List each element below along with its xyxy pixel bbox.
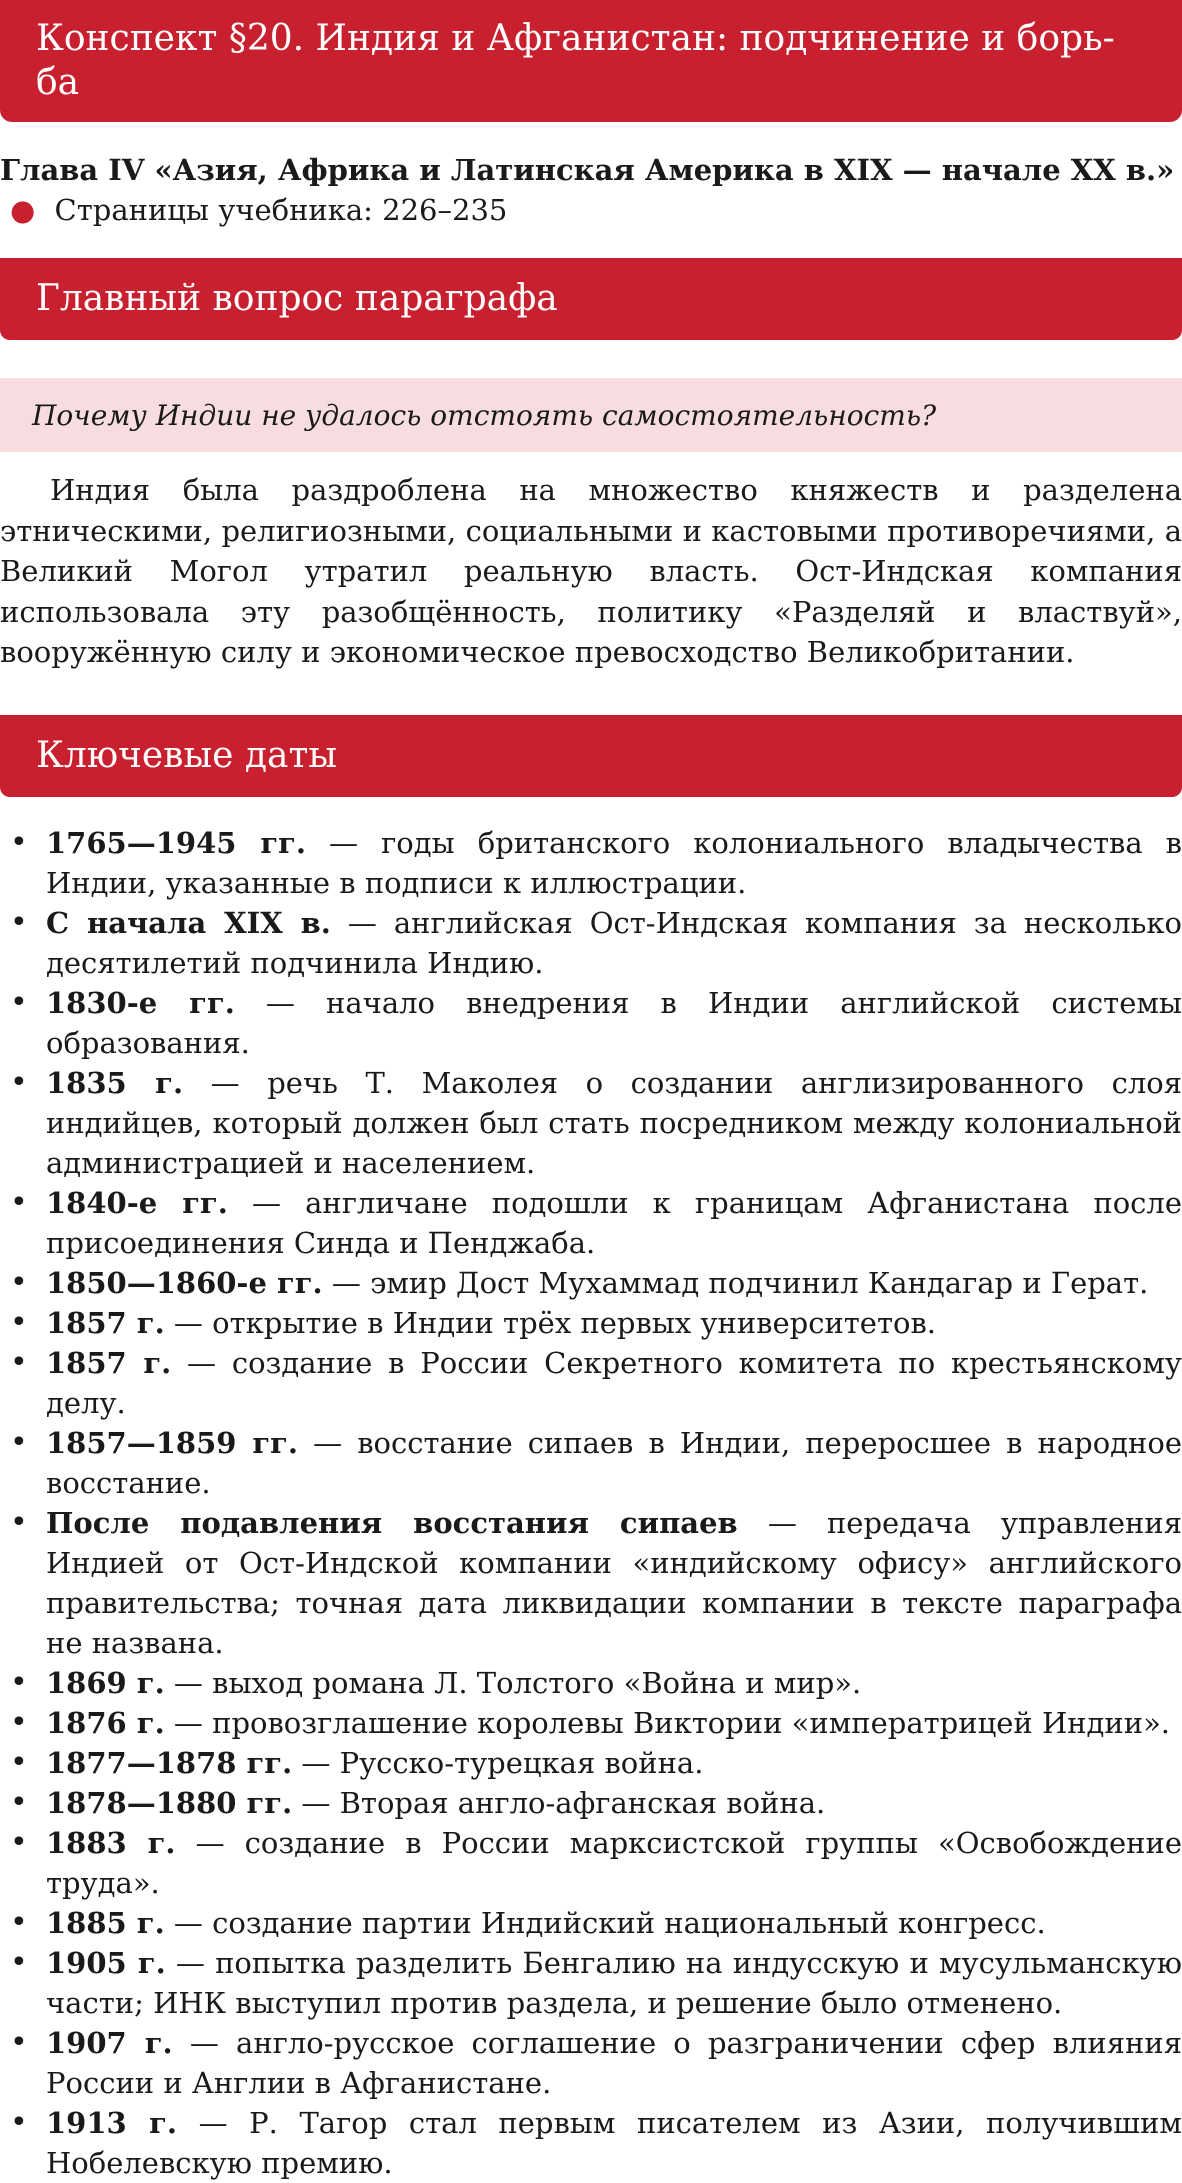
key-date-item [0, 2103, 1182, 2183]
key-date-description: — создание в России Секретного комитета по крестьянскому делу. [46, 1345, 1182, 1420]
key-date-description: — эмир Дост Мухаммад подчинил Кандагар и Герат. [322, 1265, 1149, 1300]
key-date-date: 1878—1880 гг. [46, 1785, 293, 1820]
key-dates-list [0, 823, 1182, 2183]
key-date-date: 1850—1860-е гг. [46, 1265, 323, 1300]
bullet-icon: • [10, 1344, 28, 1380]
bullet-icon: • [10, 1744, 28, 1780]
key-date-item [0, 1703, 1182, 1743]
key-date-item [0, 1743, 1182, 1783]
bullet-icon: • [10, 2024, 28, 2060]
key-date-date: 1913 г. [46, 2105, 178, 2140]
key-date-item [0, 1303, 1182, 1343]
key-date-description: — передача управления Индией от Ост-Индской компании «индийскому офису» английского правительства; точная дата ликвидации компании в тексте параграфа не названа. [46, 1505, 1182, 1660]
key-date-date: 1869 г. [46, 1665, 165, 1700]
bullet-icon: • [10, 1064, 28, 1100]
key-date-date: 1877—1878 гг. [46, 1745, 293, 1780]
key-date-date: После подавления восстания сипаев [46, 1505, 738, 1540]
bullet-icon: • [10, 1504, 28, 1540]
key-date-date: 1905 г. [46, 1945, 166, 1980]
bullet-icon: • [10, 1944, 28, 1980]
key-date-description: — создание в России марксистской группы «Освобождение труда». [46, 1825, 1182, 1900]
key-date-description: — речь Т. Маколея о создании англизированного слоя индийцев, который должен был стать посредником между колониальной администрацией и населением. [46, 1065, 1182, 1180]
key-date-item [0, 1263, 1182, 1303]
bullet-icon: • [10, 1184, 28, 1220]
key-date-date: 1830-е гг. [46, 985, 235, 1020]
bullet-icon: • [10, 1784, 28, 1820]
bullet-icon: • [10, 1424, 28, 1460]
key-date-description: — попытка разделить Бенгалию на индусскую и мусульманскую части; ИНК выступил против раздела, и решение было отменено. [46, 1945, 1182, 2020]
key-dates-heading: Ключевые даты [36, 734, 338, 776]
key-date-date: 1765—1945 гг. [46, 825, 306, 860]
key-date-date: 1885 г. [46, 1905, 165, 1940]
key-date-description: — открытие в Индии трёх первых университетов. [164, 1305, 937, 1340]
key-date-description: — создание партии Индийский национальный конгресс. [164, 1905, 1046, 1940]
key-date-item [0, 1183, 1182, 1263]
bullet-icon: • [10, 1704, 28, 1740]
key-date-item [0, 1063, 1182, 1183]
key-date-description: — годы британского колониального владычества в Индии, указанные в подписи к иллюстрации. [46, 825, 1182, 900]
key-date-date: 1857—1859 гг. [46, 1425, 299, 1460]
main-question-heading-band [0, 258, 1182, 340]
key-date-date: 1835 г. [46, 1065, 184, 1100]
key-date-item [0, 983, 1182, 1063]
separator-dot-icon: ● [10, 193, 36, 227]
bullet-icon: • [10, 1664, 28, 1700]
chapter-label: Глава IV «Азия, Африка и Латинская Америка в XIX — начале XX в.» [0, 153, 1175, 187]
key-date-date: 1883 г. [46, 1825, 176, 1860]
key-date-date: С начала XIX в. [46, 905, 331, 940]
bullet-icon: • [10, 1264, 28, 1300]
bullet-icon: • [10, 904, 28, 940]
main-question-text: Почему Индии не удалось отстоять самостоятельность? [32, 398, 937, 432]
key-date-description: — Русско-турецкая война. [292, 1745, 704, 1780]
key-date-item [0, 1343, 1182, 1423]
textbook-pages: Страницы учебника: 226–235 [54, 193, 508, 227]
key-date-item [0, 1943, 1182, 2023]
key-date-item [0, 1783, 1182, 1823]
key-date-item [0, 1503, 1182, 1663]
key-date-description: — Р. Тагор стал первым писателем из Азии, получившим Нобелевскую премию. [46, 2105, 1182, 2180]
bullet-icon: • [10, 824, 28, 860]
page-title: Конспект §20. Индия и Афганистан: подчинение и борь-ба [36, 18, 1115, 103]
bullet-icon: • [10, 1304, 28, 1340]
key-date-description: — англичане подошли к границам Афганистана после присоединения Синда и Пенджаба. [46, 1185, 1182, 1260]
key-date-description: — провозглашение королевы Виктории «императрицей Индии». [164, 1705, 1171, 1740]
main-question-box [0, 378, 1182, 452]
key-date-date: 1876 г. [46, 1705, 165, 1740]
key-date-item [0, 823, 1182, 903]
key-date-item [0, 1903, 1182, 1943]
key-date-description: — выход романа Л. Толстого «Война и мир». [164, 1665, 862, 1700]
key-date-item [0, 2023, 1182, 2103]
key-date-item [0, 1423, 1182, 1503]
key-date-date: 1857 г. [46, 1345, 172, 1380]
bullet-icon: • [10, 1904, 28, 1940]
key-date-description: — восстание сипаев в Индии, переросшее в народное восстание. [46, 1425, 1182, 1500]
key-date-item [0, 1823, 1182, 1903]
key-date-date: 1840-е гг. [46, 1185, 228, 1220]
chapter-info [0, 150, 1182, 230]
key-date-item [0, 1663, 1182, 1703]
bullet-icon: • [10, 1824, 28, 1860]
key-date-description: — английская Ост-Индская компания за несколько десятилетий подчинила Индию. [46, 905, 1182, 980]
key-date-description: — англо-русское соглашение о разграничении сфер влияния России и Англии в Афганистане. [46, 2025, 1182, 2100]
key-date-item [0, 903, 1182, 983]
key-date-date: 1907 г. [46, 2025, 173, 2060]
main-question-heading: Главный вопрос параграфа [36, 278, 558, 319]
key-dates-heading-band [0, 715, 1182, 797]
main-question-answer: Индия была раздроблена на множество княжеств и разделена этническими, религиозными, социальными и кастовыми противоречиями, а Великий Могол утратил реальную власть. Ост-Индская компания использовала эту разобщённость, политику «Разделяй и властвуй», вооружённую силу и экономическое превосходство Великобритании. [0, 473, 1182, 669]
page-title-band [0, 0, 1182, 122]
bullet-icon: • [10, 984, 28, 1020]
key-date-description: — Вторая англо-афганская война. [292, 1785, 826, 1820]
bullet-icon: • [10, 2104, 28, 2140]
key-date-description: — начало внедрения в Индии английской системы образования. [46, 985, 1182, 1060]
key-date-date: 1857 г. [46, 1305, 165, 1340]
